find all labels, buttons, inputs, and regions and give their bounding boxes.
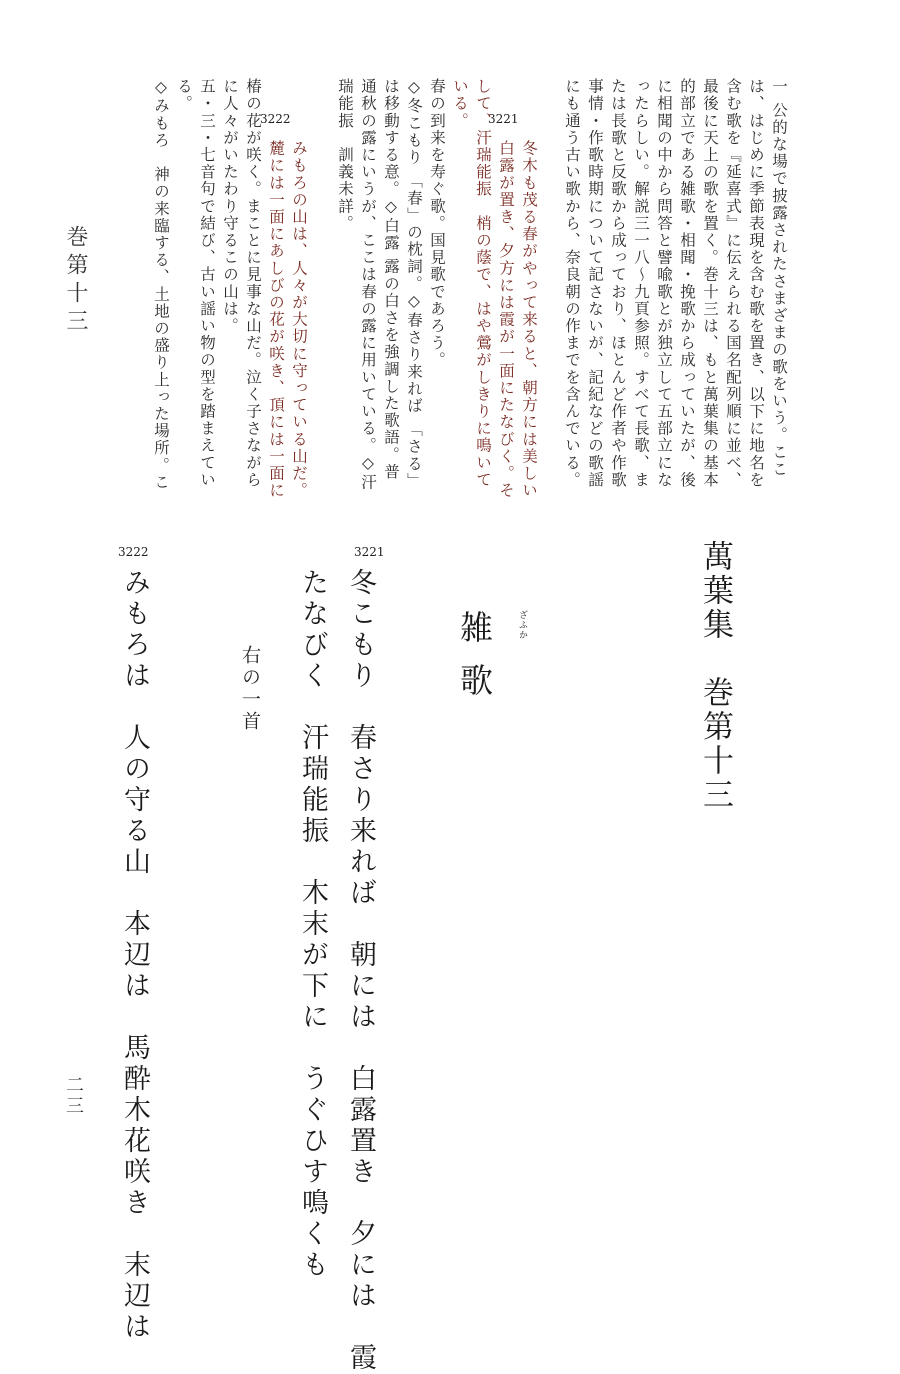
note-3221-line-2: ◇冬こもり 「春」の枕詞。◇春さり来れば 「さる」 [405, 78, 423, 490]
translation-3221-line-4: いる。 [451, 78, 469, 130]
intro-note-line-3: 含む歌を『延喜式』に伝えられる国名配列順に並べ、 [724, 78, 742, 489]
intro-note-line-10: にも通う古い歌から、奈良朝の作までを含んでいる。 [563, 78, 581, 489]
note-3222-line-4: る。 [175, 78, 193, 113]
section-title: 雑歌 [455, 610, 494, 716]
intro-note-line-8: たは長歌と反歌から成っており、ほとんど作者や作歌 [609, 78, 627, 489]
note-3222-line-3: 五・三・七音句で結び、古い謡い物の型を踏まえてい [198, 78, 216, 489]
intro-note-line-4: 最後に天上の歌を置く。巻十三は、もと萬葉集の基本 [701, 78, 719, 489]
poem-number-3221: 3221 [354, 545, 385, 559]
note-3221-line-5: 瑞能振 訓義未詳。 [336, 78, 354, 232]
poem-3221-footer: 右の一首 [239, 645, 261, 733]
translation-3221-line-1: 冬木も茂る春がやって来ると、朝方には美しい [520, 140, 538, 500]
intro-note-line-2: は、はじめに季節表現を含む歌を置き、以下に地名を [747, 78, 765, 489]
intro-note-line-6: に相聞の中から問答と譬喩歌とが独立して五部立にな [655, 78, 673, 489]
translation-3222-line-2: 麓には一面にあしびの花が咲き、頂には一面に [267, 140, 285, 500]
note-3222-line-5: ◇みもろ 神の来臨する、土地の盛り上った場所。こ [152, 78, 170, 491]
note-number-3221: 3221 [488, 112, 519, 126]
poem-3222-line-1: みもろは 人の守る山 本辺は 馬酔木花咲き 末辺は [119, 568, 150, 1343]
poem-3221-line-1: 冬こもり 春さり来れば 朝には 白露置き 夕には 霞 [345, 568, 376, 1374]
note-3221-line-1: 春の到来を寿ぐ歌。国見歌であろう。 [428, 78, 446, 369]
intro-note-line-9: 事情・作歌時期について記さないが、記紀などの歌謡 [586, 78, 604, 489]
note-3221-line-3: は移動する意。◇白露 露の白さを強調した歌語。普 [382, 78, 400, 481]
intro-note-line-1: 一 公的な場で披露されたさまざまの歌をいう。ここ [770, 78, 788, 478]
note-3222-line-2: に人々がいたわり守るこの山は。 [221, 78, 239, 335]
running-header: 巻第十三 [63, 225, 88, 337]
section-ruby: ざふか [517, 610, 527, 640]
page-number: 二三 [63, 1075, 84, 1117]
translation-3221-line-2: 白露が置き、夕方には霞が一面にたなびく。そ [497, 140, 515, 500]
translation-3221-line-3: して、汗瑞能振 梢の蔭で、はや鶯がしきりに鳴いて [474, 78, 492, 489]
translation-3222-line-1: みもろの山は、人々が大切に守っている山だ。 [290, 140, 308, 500]
poem-3221-line-2: たなびく 汗瑞能振 木末が下に うぐひす鳴くも [297, 568, 328, 1281]
poem-number-3222: 3222 [118, 545, 149, 559]
note-3222-line-1: 椿の花が咲く。まことに見事な山だ。泣く子さながら [244, 78, 262, 489]
intro-note-line-5: 的部立である雑歌・相聞・挽歌から成っていたが、後 [678, 78, 696, 489]
page-title: 萬葉集 巻第十三 [697, 540, 733, 812]
note-number-3222: 3222 [260, 112, 291, 126]
note-3221-line-4: 通秋の露にいうが、ここは春の露に用いている。◇汗 [359, 78, 377, 491]
intro-note-line-7: ったらしい。解説三一八～九頁参照。すべて長歌、ま [632, 78, 650, 489]
